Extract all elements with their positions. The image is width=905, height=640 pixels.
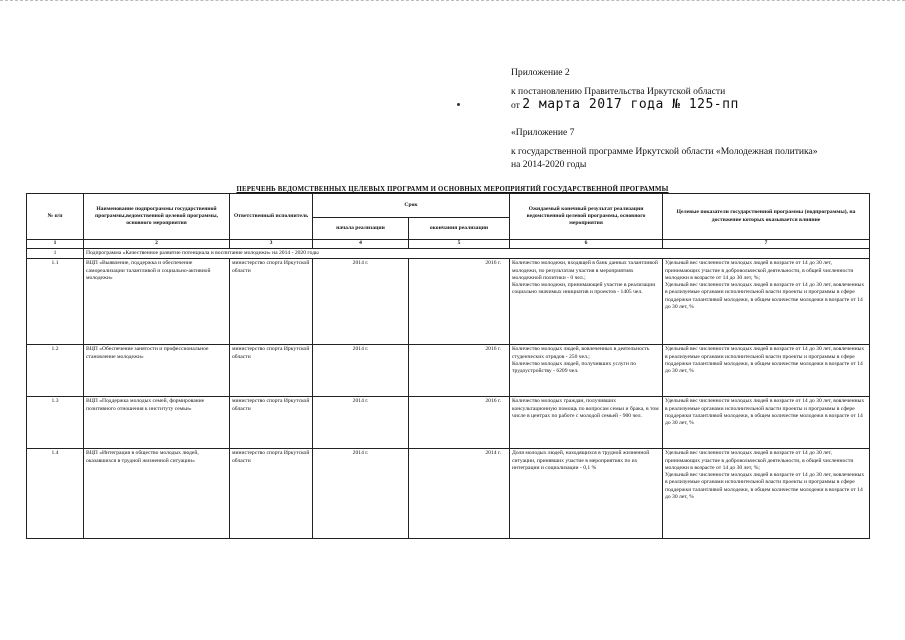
- row-name: ВЦП «Поддержка молодых семей, формирование позитивного отношения к институту семьи»: [84, 397, 230, 449]
- row-result: [510, 449, 663, 539]
- col-number: 7: [663, 240, 870, 249]
- row-end: 2016 г.: [409, 259, 510, 345]
- row-name: ВЦП «Выявление, поддержка и обеспечение самореализации талантливой и социально-активной молодежи»: [84, 259, 230, 345]
- header-start: начала реализации: [313, 218, 409, 240]
- row-result: [510, 345, 663, 397]
- row-executor: министерство спорта Иркутской области: [230, 259, 313, 345]
- row-indicators: [663, 449, 870, 539]
- decree-from-label: от: [511, 100, 520, 111]
- indicator-item: Удельный вес численности молодых людей в возрасте от 14 до 30 лет, принимающих участие в добровольческой деятельности, в общей численности молодежи в возрасте от 14 до 30 лет, %;: [665, 450, 854, 471]
- scan-edge: [0, 0, 905, 7]
- result-item: Количество молодежи, принимающей участие в реализации социально значимых инициатив и проектов - 1405 чел.: [512, 282, 656, 296]
- program-years: на 2014-2020 годы: [511, 159, 587, 170]
- result-item: Количество молодых людей, вовлеченных в деятельность студенческих отрядов - 250 чел.;: [512, 346, 650, 360]
- row-name: ВЦП «Интеграция в общество молодых людей, оказавшихся в трудной жизненной ситуации»: [84, 449, 230, 539]
- programs-table: [26, 193, 870, 539]
- header-result: Ожидаемый конечный результат реализации ведомственной целевой программы, основного мероприятия: [510, 194, 663, 240]
- subprogram-num: 1: [27, 249, 84, 259]
- result-item: Количество молодых граждан, получивших консультационную помощь по вопросам семьи и брака, в том числе в центрах по работе с молодой семьей - 900 чел.: [512, 398, 659, 419]
- row-result: [510, 397, 663, 449]
- decree-date-line: [511, 98, 891, 112]
- indicator-item: Удельный вес численности молодых людей в возрасте от 14 до 30 лет, вовлеченных в реализуемые органами исполнительной власти проекты и программы в сфере поддержки талантливой молодежи, в общем количестве молодежи в возрасте от 14 до 30 лет, %: [665, 398, 865, 427]
- col-number: 5: [409, 240, 510, 249]
- col-number: 3: [230, 240, 313, 249]
- header-name: Наименование подпрограммы государственной программы,ведомственной целевой программы, основного мероприятия: [84, 194, 230, 240]
- row-indicators: [663, 259, 870, 345]
- row-end: 2014 г.: [409, 449, 510, 539]
- header-indicators: Целевые показатели государственной программы (подпрограммы), на достижение которых оказывается влияние: [663, 194, 870, 240]
- row-name: ВЦП «Обеспечение занятости и профессиональное становление молодежи»: [84, 345, 230, 397]
- col-number: 6: [510, 240, 663, 249]
- program-reference: к государственной программе Иркутской области «Молодежная политика»: [511, 146, 818, 157]
- row-executor: министерство спорта Иркутской области: [230, 397, 313, 449]
- header-end: окончания реализации: [409, 218, 510, 240]
- table-title: ПЕРЕЧЕНЬ ВЕДОМСТВЕННЫХ ЦЕЛЕВЫХ ПРОГРАММ И ОСНОВНЫХ МЕРОПРИЯТИЙ ГОСУДАРСТВЕННОЙ ПРОГРАММЫ: [236, 186, 669, 193]
- row-start: 2014 г.: [313, 345, 409, 397]
- header-term: Срок: [313, 194, 510, 218]
- result-item: Доля молодых людей, находящихся в трудной жизненной ситуации, принявших участие в мероприятиях по их интеграции и социализации - 0,1 %: [512, 450, 650, 471]
- scan-dot: [457, 103, 460, 106]
- indicator-item: Удельный вес численности молодых людей в возрасте от 14 до 30 лет, вовлеченных в реализуемые органами исполнительной власти проекты и программы в сфере поддержки талантливой молодежи, в общем количестве молодежи в возрасте от 14 до 30 лет, %: [665, 346, 865, 375]
- row-start: 2014 г.: [313, 397, 409, 449]
- subprogram-title: Подпрограмма «Качественное развитие потенциала и воспитание молодежи» на 2014 - 2020 годы: [84, 249, 870, 259]
- row-start: 2014 г.: [313, 259, 409, 345]
- row-executor: министерство спорта Иркутской области: [230, 449, 313, 539]
- appendix-number: Приложение 2: [511, 67, 570, 78]
- appendix7-title: «Приложение 7: [511, 127, 575, 138]
- row-num: 1.1: [27, 259, 84, 345]
- row-indicators: [663, 397, 870, 449]
- row-indicators: [663, 345, 870, 397]
- indicator-item: Удельный вес численности молодых людей в возрасте от 14 до 30 лет, вовлеченных в реализуемые органами исполнительной власти проекты и программы в сфере поддержки талантливой молодежи, в общем количестве молодежи в возрасте от 14 до 30 лет, %: [665, 282, 865, 311]
- row-result: [510, 259, 663, 345]
- result-item: Количество молодых людей, получивших услуги по трудоустройству - 6209 чел.: [512, 360, 637, 375]
- result-item: Количество молодежи, входящей в банк данных талантливой молодежи, по результатам участия в мероприятиях молодежной политики - 0 чел.;: [512, 260, 658, 281]
- column-numbers-row: [27, 240, 870, 249]
- appendix-header: [511, 66, 891, 171]
- col-number: 1: [27, 240, 84, 249]
- row-executor: министерство спорта Иркутской области: [230, 345, 313, 397]
- row-start: 2014 г.: [313, 449, 409, 539]
- row-num: 1.2: [27, 345, 84, 397]
- table-row: [27, 259, 870, 345]
- row-end: 2016 г.: [409, 345, 510, 397]
- table-row: [27, 397, 870, 449]
- header-row: [27, 194, 870, 218]
- row-num: 1.4: [27, 449, 84, 539]
- row-end: 2016 г.: [409, 397, 510, 449]
- row-num: 1.3: [27, 397, 84, 449]
- header-executor: Ответственный исполнитель: [230, 194, 313, 240]
- indicator-item: Удельный вес численности молодых людей в возрасте от 14 до 30 лет, принимающих участие в добровольческой деятельности, в общей численности молодежи в возрасте от 14 до 30 лет, %;: [665, 260, 854, 281]
- indicator-item: Удельный вес численности молодых людей в возрасте от 14 до 30 лет, вовлеченных в реализуемые органами исполнительной власти проекты и программы в сфере поддержки талантливой молодежи, в общем количестве молодежи в возрасте от 14 до 30 лет, %: [665, 472, 865, 501]
- decree-date: 2 марта 2017 года № 125-пп: [522, 97, 739, 112]
- col-number: 4: [313, 240, 409, 249]
- col-number: 2: [84, 240, 230, 249]
- decree-reference: к постановлению Правительства Иркутской области: [511, 86, 726, 97]
- table-row: [27, 345, 870, 397]
- header-num: № п/п: [27, 194, 84, 240]
- subprogram-row: [27, 249, 870, 259]
- table-row: [27, 449, 870, 539]
